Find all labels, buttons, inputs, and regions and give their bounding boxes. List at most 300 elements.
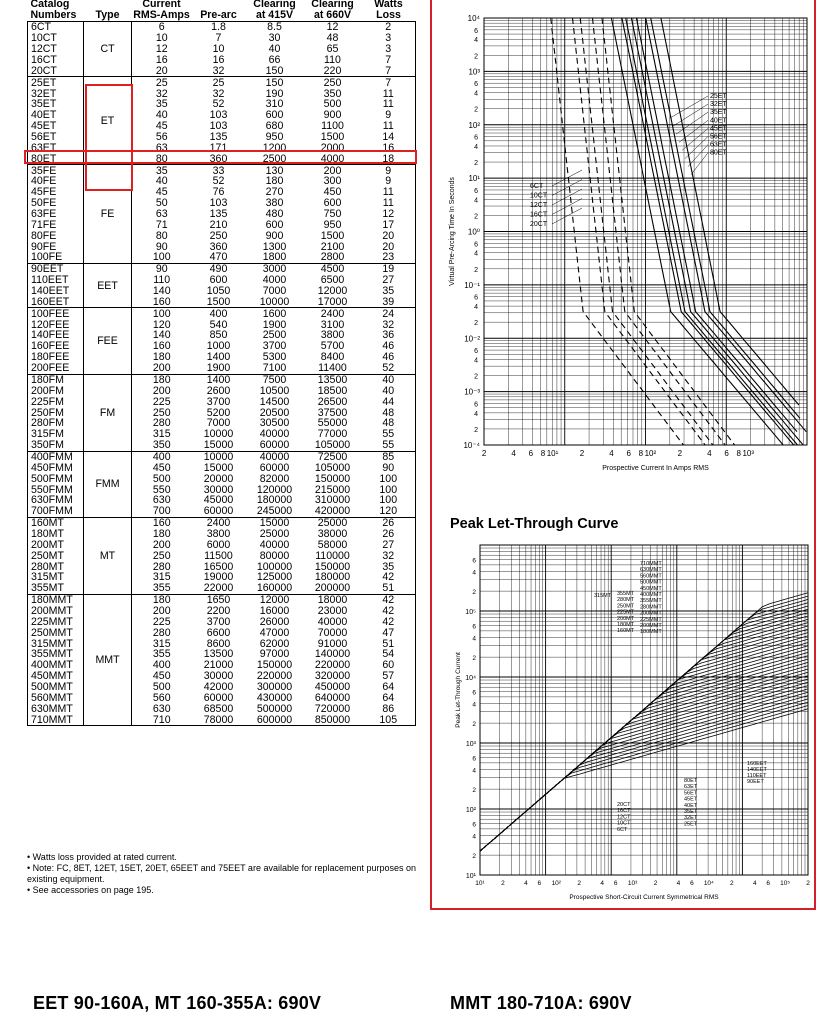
plt-label-710MMT: 710MMT <box>640 561 662 567</box>
table-row <box>28 374 416 385</box>
plt-y-minor: 4 <box>472 833 476 841</box>
cell-current: 71 <box>155 219 168 231</box>
cell-clearing-660: 70000 <box>317 627 348 639</box>
cell-prearc: 1400 <box>206 374 231 386</box>
cell-watts-loss: 85 <box>362 451 416 462</box>
cell-current: 56 <box>155 131 168 143</box>
cell-clearing-415: 3700 <box>262 340 287 352</box>
cell-current: 315 <box>152 428 171 440</box>
plt-curve <box>480 652 808 851</box>
cell-watts-loss: 20 <box>362 230 416 241</box>
cell-current: 32 <box>155 88 168 100</box>
tc-curve-80 <box>661 18 799 405</box>
cell-clearing-415: 15000 <box>259 517 290 529</box>
cell-clearing-660: 150000 <box>314 473 351 485</box>
plt-curve <box>480 666 808 851</box>
note-accessories: • See accessories on page 195. <box>27 885 154 895</box>
cell-prearc: 15000 <box>192 440 246 451</box>
tc-leader-10CT <box>552 180 582 196</box>
cell-prearc: 1400 <box>206 351 231 363</box>
tc-label-25ET: 25ET <box>710 93 727 100</box>
cell-clearing-415: 10500 <box>259 385 290 397</box>
cell-current: 20 <box>132 65 192 76</box>
table-body <box>28 22 416 726</box>
plt-label-500MMT: 500MMT <box>640 579 662 586</box>
cell-prearc: 360 <box>209 241 228 253</box>
cell-watts-loss: 9 <box>362 110 416 121</box>
plt-label-25ET: 25ET <box>684 821 698 828</box>
tc-y-tick: 10⁰ <box>467 227 480 237</box>
peak-let-through-title: Peak Let-Through Curve <box>450 516 619 532</box>
cell-watts-loss: 20 <box>362 241 416 252</box>
cell-clearing-415: 12000 <box>259 594 290 606</box>
cell-watts-loss: 42 <box>362 572 416 583</box>
fuse-spec-table <box>27 0 416 726</box>
tc-y-minor: 6 <box>474 81 478 89</box>
cell-clearing-415: 80000 <box>259 550 290 562</box>
tc-y-tick: 10³ <box>468 67 480 77</box>
cell-catalog: 280MT <box>28 561 84 572</box>
cell-clearing-415: 950 <box>265 131 284 143</box>
cell-prearc: 30000 <box>203 670 234 682</box>
cell-catalog: 700FMM <box>28 506 84 517</box>
cell-prearc: 6000 <box>206 539 231 551</box>
cell-catalog: 35ET <box>28 99 84 110</box>
plt-y-label: Peak Let-Through Current <box>455 652 462 728</box>
cell-prearc: 250 <box>209 230 228 242</box>
cell-type: FE <box>84 165 132 264</box>
tc-y-minor: 6 <box>474 27 478 35</box>
cell-watts-loss: 9 <box>362 165 416 176</box>
plt-y-minor: 2 <box>472 853 476 861</box>
cell-clearing-660: 4000 <box>304 153 362 164</box>
cell-clearing-660: 600 <box>323 197 342 209</box>
tc-y-minor: 2 <box>474 266 478 274</box>
tc-y-minor: 2 <box>474 373 478 381</box>
tc-y-minor: 4 <box>474 357 478 365</box>
cell-clearing-660: 850000 <box>304 714 362 725</box>
cell-watts-loss: 11 <box>362 88 416 99</box>
cell-clearing-660: 12 <box>326 21 339 33</box>
cell-clearing-415: 120000 <box>256 484 293 495</box>
plt-y-minor: 2 <box>472 655 476 663</box>
cell-prearc: 52 <box>212 176 225 187</box>
cell-current: 700 <box>132 506 192 517</box>
col-current: Current RMS-Amps <box>132 0 192 22</box>
cell-clearing-415: 60000 <box>259 462 290 474</box>
cell-prearc: 171 <box>209 142 228 154</box>
cell-clearing-660: 8400 <box>320 351 345 363</box>
cell-current: 400 <box>152 659 171 671</box>
tc-leader-80ET <box>691 153 708 175</box>
cell-prearc: 33 <box>212 164 225 177</box>
tc-label-20CT: 20CT <box>530 221 548 228</box>
plt-x-tick: 10⁵ <box>780 880 791 887</box>
cell-current: 140 <box>152 285 171 297</box>
cell-clearing-660: 12000 <box>317 285 348 297</box>
cell-watts-loss: 46 <box>362 352 416 363</box>
cell-current: 110 <box>153 274 171 286</box>
cell-watts-loss: 36 <box>362 330 416 341</box>
cell-clearing-660: 37500 <box>317 407 348 418</box>
cell-clearing-660: 105000 <box>304 440 362 451</box>
cell-clearing-415: 220000 <box>256 670 293 682</box>
cell-watts-loss: 52 <box>362 363 416 374</box>
cell-current: 350 <box>132 440 192 451</box>
cell-current: 16 <box>155 54 168 66</box>
plt-y-minor: 2 <box>472 721 476 729</box>
cell-clearing-660: 13500 <box>317 374 348 386</box>
tc-leader-63ET <box>688 145 708 167</box>
plt-x-tick: 6 <box>613 880 618 887</box>
cell-prearc: 16 <box>212 54 225 66</box>
cell-catalog: 200MT <box>28 539 84 550</box>
cell-catalog: 630FMM <box>28 495 84 506</box>
cell-clearing-415: 47000 <box>259 627 290 639</box>
cell-watts-loss: 3 <box>362 44 416 55</box>
table-row <box>28 308 416 319</box>
tc-x-tick: 4 <box>707 449 712 458</box>
table-row <box>28 263 416 274</box>
plt-y-minor: 6 <box>472 557 476 565</box>
cell-prearc: 1000 <box>206 340 231 352</box>
cell-clearing-660: 200000 <box>304 583 362 594</box>
tc-x-tick: 4 <box>511 449 516 458</box>
tc-grid <box>484 18 807 445</box>
plt-x-tick: 2 <box>806 880 810 887</box>
cell-prearc: 13500 <box>203 648 234 660</box>
cell-prearc: 45000 <box>203 494 234 506</box>
plt-label-40ET: 40ET <box>684 802 698 809</box>
cell-catalog: 63ET <box>28 142 84 153</box>
cell-clearing-415: 40000 <box>259 451 290 463</box>
cell-prearc: 1650 <box>206 594 231 606</box>
cell-catalog: 10CT <box>28 33 84 44</box>
cell-clearing-415: 1600 <box>262 307 287 320</box>
plt-curve <box>480 662 808 851</box>
cell-clearing-660: 18000 <box>317 594 348 606</box>
cell-prearc: 850 <box>209 330 228 341</box>
cell-watts-loss: 35 <box>362 561 416 572</box>
cell-catalog: 71FE <box>28 219 84 230</box>
cell-watts-loss: 54 <box>362 649 416 660</box>
cell-prearc: 490 <box>209 263 228 275</box>
cell-watts-loss: 12 <box>362 209 416 220</box>
cell-current: 560 <box>152 692 171 704</box>
plt-label-225MT: 225MT <box>617 609 635 616</box>
tc-label-10CT: 10CT <box>530 192 548 200</box>
plt-y-minor: 4 <box>472 701 476 709</box>
cell-catalog: 20CT <box>28 65 84 76</box>
cell-current: 200 <box>152 385 171 397</box>
cell-clearing-660: 48 <box>326 32 339 44</box>
cell-current: 40 <box>155 109 168 121</box>
col-watts-loss: Watts Loss <box>362 0 416 22</box>
cell-clearing-415: 600 <box>265 109 284 121</box>
cell-catalog: 225FM <box>28 396 84 407</box>
cell-clearing-660: 900 <box>323 109 342 121</box>
cell-clearing-415: 500000 <box>256 703 293 715</box>
plt-label-355MMT: 355MMT <box>640 598 662 605</box>
cell-watts-loss: 100 <box>362 484 416 495</box>
cell-catalog: 100FE <box>28 252 84 263</box>
plt-label-45ET: 45ET <box>684 796 698 803</box>
plt-y-minor: 2 <box>472 787 476 795</box>
cell-clearing-660: 5700 <box>320 340 345 352</box>
plt-label-16CT: 16CT <box>617 808 631 815</box>
tc-label-40ET: 40ET <box>710 117 727 125</box>
cell-current: 40 <box>155 176 168 187</box>
cell-watts-loss: 42 <box>362 606 416 617</box>
plt-y-minor: 4 <box>472 767 476 775</box>
tc-x-tick: 2 <box>579 449 585 458</box>
tc-label-63ET: 63ET <box>710 141 727 149</box>
cell-prearc: 2400 <box>206 517 231 529</box>
tc-y-minor: 6 <box>474 401 478 409</box>
cell-prearc: 2600 <box>206 385 231 397</box>
plt-label-160EET: 160EET <box>747 761 767 767</box>
cell-type: FMM <box>84 451 132 517</box>
tc-x-tick: 10² <box>644 449 657 458</box>
cell-current: 200 <box>152 605 171 617</box>
tc-y-minor: 4 <box>474 37 478 45</box>
tc-y-tick: 10⁴ <box>467 14 480 23</box>
cell-clearing-415: 25000 <box>259 528 290 540</box>
cell-watts-loss: 40 <box>362 374 416 385</box>
tc-y-tick: 10¹ <box>468 174 480 184</box>
cell-catalog: 50FE <box>28 198 84 209</box>
cell-current: 45 <box>155 120 168 132</box>
cell-catalog: 90FE <box>28 241 84 252</box>
tc-label-32ET: 32ET <box>710 101 727 109</box>
tc-label-45ET: 45ET <box>710 125 727 133</box>
cell-current: 225 <box>152 396 171 408</box>
cell-catalog: 180MT <box>28 529 84 540</box>
cell-clearing-660: 1500 <box>320 131 345 143</box>
cell-catalog: 400MMT <box>28 660 84 671</box>
cell-catalog: 40FE <box>28 176 84 187</box>
cell-watts-loss: 48 <box>362 418 416 429</box>
cell-watts-loss: 2 <box>362 22 416 33</box>
tc-y-tick: 10⁻³ <box>464 387 480 397</box>
cell-prearc: 42000 <box>203 681 234 693</box>
cell-clearing-660: 110 <box>324 54 341 66</box>
cell-catalog: 45FE <box>28 187 84 198</box>
cell-current: 280 <box>152 417 171 429</box>
cell-prearc: 3700 <box>206 616 231 628</box>
plt-x-tick: 4 <box>600 880 605 887</box>
time-current-chart <box>440 0 820 480</box>
cell-clearing-660: 140000 <box>314 648 351 660</box>
tc-label-56ET: 56ET <box>710 133 727 141</box>
cell-watts-loss: 120 <box>362 506 416 517</box>
tc-leader-32ET <box>673 104 708 126</box>
cell-watts-loss: 57 <box>362 671 416 682</box>
cell-clearing-415: 1900 <box>262 319 287 331</box>
plt-label-200MMT: 200MMT <box>640 623 662 629</box>
cell-clearing-415: 310 <box>265 99 284 110</box>
tc-x-tick: 6 <box>626 449 631 458</box>
cell-catalog: 355MT <box>28 583 84 594</box>
plt-label-56ET: 56ET <box>684 790 698 797</box>
tc-y-minor: 6 <box>474 134 478 142</box>
cell-clearing-660: 72500 <box>317 451 348 463</box>
table-row <box>28 517 416 528</box>
plt-x-tick: 6 <box>537 880 542 887</box>
cell-prearc: 7 <box>215 32 222 44</box>
cell-watts-loss: 24 <box>362 308 416 319</box>
cell-clearing-660: 11400 <box>304 363 362 374</box>
table-row <box>28 165 416 176</box>
cell-catalog: 80FE <box>28 230 84 241</box>
cell-catalog: 450FMM <box>28 462 84 473</box>
cell-watts-loss: 19 <box>362 263 416 274</box>
plt-y-tick: 10³ <box>465 741 476 748</box>
cell-current: 500 <box>152 681 171 693</box>
cell-clearing-415: 2500 <box>246 153 304 164</box>
cell-clearing-660: 2000 <box>320 142 345 154</box>
cell-watts-loss: 9 <box>362 176 416 187</box>
cell-prearc: 3700 <box>206 396 231 408</box>
cell-prearc: 76 <box>212 186 225 198</box>
cell-catalog: 40ET <box>28 110 84 121</box>
cell-watts-loss: 64 <box>362 682 416 693</box>
cell-catalog: 160FEE <box>28 341 84 352</box>
cell-clearing-660: 350 <box>323 88 342 100</box>
plt-y-tick: 10⁵ <box>465 609 476 616</box>
tc-y-minor: 2 <box>474 213 478 221</box>
cell-watts-loss: 60 <box>362 660 416 671</box>
cell-clearing-415: 680 <box>265 120 284 132</box>
tc-x-tick: 8 <box>736 449 742 458</box>
cell-watts-loss: 32 <box>362 550 416 561</box>
cell-prearc: 135 <box>209 131 228 143</box>
plt-curve <box>480 643 808 852</box>
cell-catalog: 350FM <box>28 440 84 451</box>
cell-catalog: 12CT <box>28 44 84 55</box>
cell-type: FEE <box>84 308 132 374</box>
cell-prearc: 32 <box>192 65 246 76</box>
plt-y-minor: 6 <box>472 623 476 631</box>
cell-clearing-660: 220000 <box>314 659 351 671</box>
cell-clearing-415: 160000 <box>246 583 304 594</box>
cell-current: 25 <box>155 76 168 89</box>
cell-clearing-660: 4500 <box>320 263 345 275</box>
cell-clearing-415: 180000 <box>256 494 293 506</box>
cell-current: 12 <box>155 43 168 55</box>
tc-label-6CT: 6CT <box>530 183 544 190</box>
cell-catalog: 45ET <box>28 121 84 132</box>
plt-label-90EET: 90EET <box>747 779 764 785</box>
cell-clearing-660: 150000 <box>314 561 351 572</box>
plt-label-140EET: 140EET <box>747 767 767 773</box>
cell-clearing-660: 310000 <box>314 494 351 506</box>
cell-catalog: 140EET <box>28 286 84 297</box>
tc-y-minor: 6 <box>474 294 478 302</box>
cell-current: 450 <box>152 462 171 474</box>
plt-label-280MMT: 280MMT <box>640 604 662 611</box>
cell-catalog: 315MMT <box>28 638 84 649</box>
tc-y-minor: 4 <box>474 90 478 98</box>
cell-watts-loss: 40 <box>362 385 416 396</box>
cell-catalog: 250MT <box>28 550 84 561</box>
tc-leader-20CT <box>552 208 582 224</box>
cell-catalog: 710MMT <box>28 714 84 725</box>
cell-prearc: 10000 <box>203 451 234 463</box>
tc-label-16CT: 16CT <box>530 211 548 219</box>
cell-clearing-660: 300 <box>323 176 342 187</box>
cell-current: 63 <box>155 208 168 220</box>
cell-catalog: 16CT <box>28 55 84 66</box>
cell-prearc: 30000 <box>203 484 234 495</box>
cell-catalog: 500FMM <box>28 473 84 484</box>
cell-catalog: 90EET <box>28 263 84 274</box>
cell-prearc: 470 <box>192 252 246 263</box>
plt-label-200MT: 200MT <box>617 615 635 622</box>
tc-y-minor: 6 <box>474 187 478 195</box>
cell-clearing-415: 430000 <box>256 692 293 704</box>
plt-label-225MMT: 225MMT <box>640 616 662 623</box>
cell-catalog: 315FM <box>28 429 84 440</box>
cell-clearing-660: 3800 <box>320 330 345 341</box>
cell-catalog: 110EET <box>28 275 84 286</box>
plt-y-minor: 6 <box>472 755 476 763</box>
tc-y-minor: 4 <box>474 304 478 312</box>
cell-clearing-415: 4000 <box>262 274 287 286</box>
cell-prearc: 22000 <box>192 583 246 594</box>
cell-current: 120 <box>152 319 171 331</box>
cell-current: 315 <box>152 638 171 649</box>
cell-clearing-660: 105000 <box>314 462 351 474</box>
cell-current: 160 <box>132 296 192 307</box>
cell-current: 90 <box>155 263 168 275</box>
cell-clearing-660: 6500 <box>320 274 345 286</box>
cell-current: 63 <box>155 142 168 154</box>
cell-current: 80 <box>132 153 192 164</box>
cell-clearing-660: 18500 <box>317 385 348 397</box>
cell-catalog: 140FEE <box>28 330 84 341</box>
table-header-row <box>28 0 416 22</box>
cell-watts-loss: 18 <box>362 153 416 164</box>
cell-prearc: 1900 <box>192 363 246 374</box>
cell-clearing-415: 150000 <box>256 659 293 671</box>
cell-clearing-660: 1100 <box>321 120 344 132</box>
cell-clearing-415: 30 <box>268 32 281 44</box>
cell-prearc: 3800 <box>206 528 231 540</box>
cell-catalog: 280FM <box>28 418 84 429</box>
plt-label-63ET: 63ET <box>684 784 698 791</box>
cell-catalog: 630MMT <box>28 703 84 714</box>
tc-y-minor: 2 <box>474 106 478 114</box>
cell-watts-loss: 47 <box>362 627 416 638</box>
cell-clearing-415: 40000 <box>259 539 290 551</box>
cell-catalog: 160MT <box>28 517 84 528</box>
cell-catalog: 225MMT <box>28 616 84 627</box>
cell-current: 250 <box>152 407 171 418</box>
cell-prearc: 1.8 <box>211 21 226 33</box>
peak-let-through-chart <box>440 535 820 905</box>
cell-prearc: 6600 <box>206 627 231 639</box>
plt-label-315MT: 315MT <box>594 593 612 599</box>
tc-y-tick: 10² <box>468 120 480 130</box>
cell-catalog: 32ET <box>28 88 84 99</box>
plt-x-tick: 2 <box>501 880 505 887</box>
cell-watts-loss: 26 <box>362 529 416 540</box>
plt-x-tick: 2 <box>729 880 734 887</box>
tc-label-35ET: 35ET <box>710 109 727 117</box>
cell-type: MT <box>84 517 132 594</box>
cell-watts-loss: 7 <box>362 55 416 66</box>
